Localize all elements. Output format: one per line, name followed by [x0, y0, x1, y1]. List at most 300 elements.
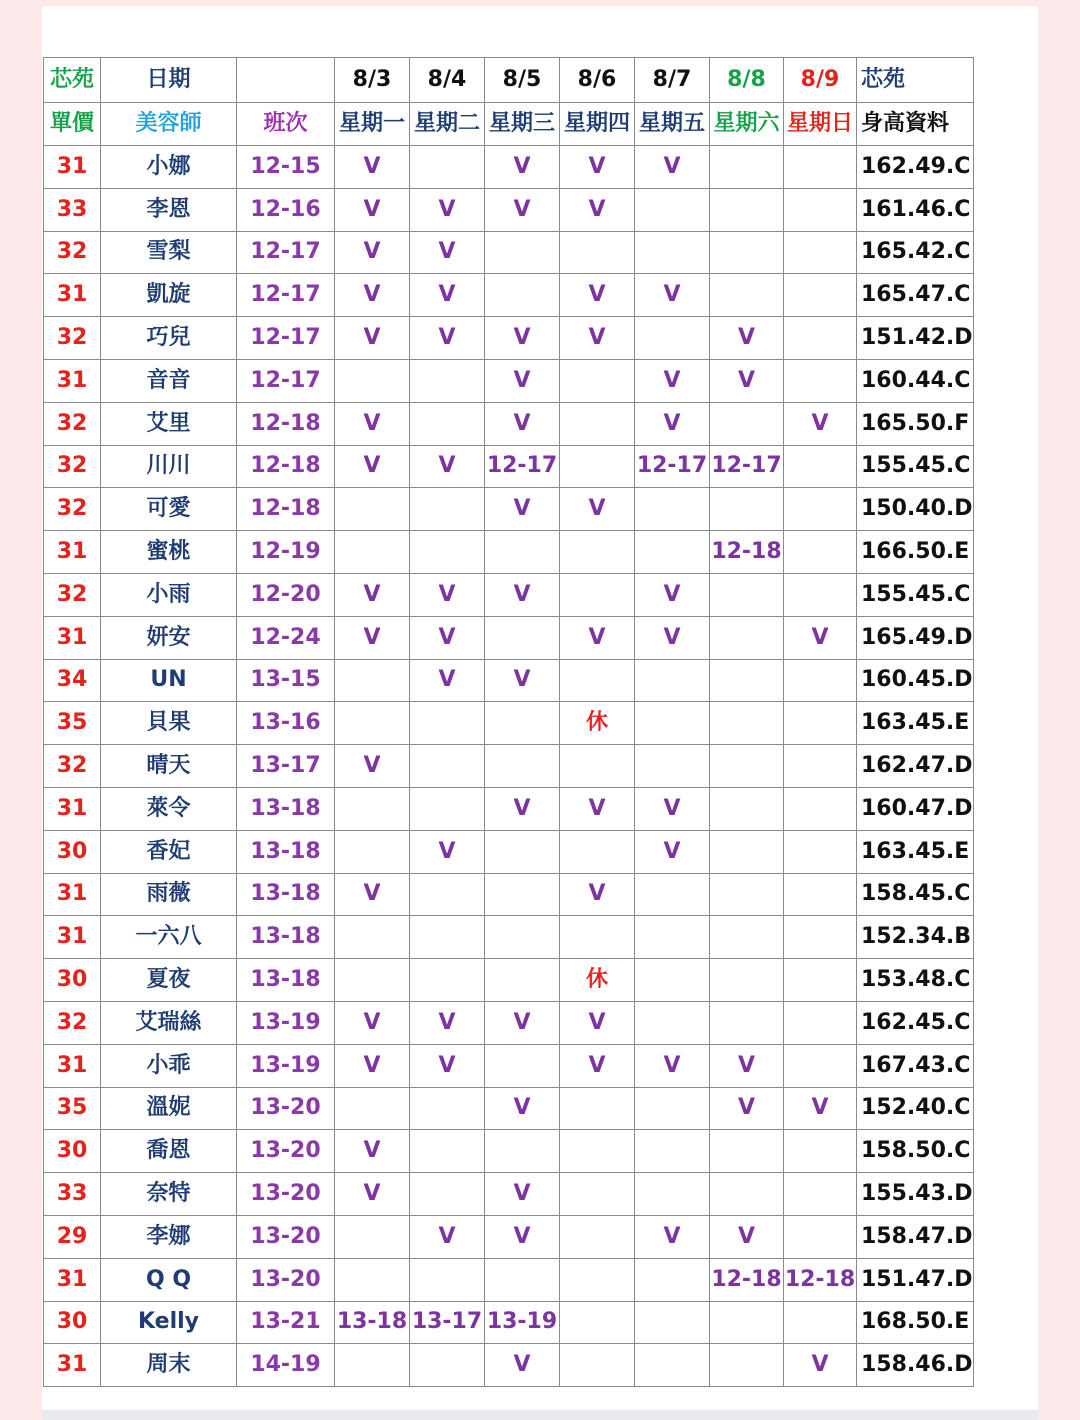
day-cell	[335, 659, 410, 702]
day-cell	[410, 1173, 485, 1216]
day-cell: V	[410, 1044, 485, 1087]
price-cell: 32	[44, 573, 101, 616]
height-cell: 158.50.C	[857, 1130, 974, 1173]
price-cell: 31	[44, 274, 101, 317]
beautician-name: 香妃	[101, 830, 237, 873]
table-row	[44, 1001, 974, 1044]
day-cell	[635, 531, 710, 574]
height-cell: 163.45.E	[857, 702, 974, 745]
day-cell: V	[635, 146, 710, 189]
day-cell	[784, 873, 857, 916]
day-cell	[784, 1001, 857, 1044]
price-cell: 31	[44, 1044, 101, 1087]
shift-cell: 12-17	[237, 359, 335, 402]
beautician-name: 川川	[101, 445, 237, 488]
price-cell: 31	[44, 873, 101, 916]
day-cell: V	[410, 1001, 485, 1044]
day-cell	[485, 1258, 560, 1301]
day-cell	[560, 659, 635, 702]
day-cell	[784, 702, 857, 745]
price-cell: 30	[44, 959, 101, 1002]
price-cell: 32	[44, 317, 101, 360]
table-row	[44, 531, 974, 574]
day-cell	[710, 402, 784, 445]
day-cell: V	[335, 274, 410, 317]
day-cell	[335, 830, 410, 873]
day-cell: V	[335, 1173, 410, 1216]
day-cell	[485, 959, 560, 1002]
day-cell	[335, 488, 410, 531]
day-cell	[784, 531, 857, 574]
beautician-name: 可愛	[101, 488, 237, 531]
table-row	[44, 146, 974, 189]
day-cell: V	[784, 1087, 857, 1130]
day-cell: V	[560, 873, 635, 916]
shift-cell: 13-17	[237, 745, 335, 788]
day-cell: V	[335, 1130, 410, 1173]
day-cell: V	[710, 317, 784, 360]
day-cell	[485, 616, 560, 659]
table-row	[44, 359, 974, 402]
weekday-header-4: 星期四	[560, 103, 635, 146]
beautician-name: 小乖	[101, 1044, 237, 1087]
brand-right: 芯苑	[857, 58, 974, 103]
day-cell	[784, 573, 857, 616]
shift-cell: 12-17	[237, 274, 335, 317]
day-cell	[635, 1258, 710, 1301]
shift-cell: 13-19	[237, 1001, 335, 1044]
day-cell	[710, 573, 784, 616]
date-header-4: 8/6	[560, 58, 635, 103]
day-cell	[635, 1130, 710, 1173]
beautician-name: 蜜桃	[101, 531, 237, 574]
day-cell	[635, 1344, 710, 1387]
day-cell	[710, 488, 784, 531]
height-cell: 151.42.D	[857, 317, 974, 360]
shift-cell: 13-20	[237, 1258, 335, 1301]
beautician-name: 雨薇	[101, 873, 237, 916]
height-cell: 155.43.D	[857, 1173, 974, 1216]
day-cell	[560, 573, 635, 616]
table-row	[44, 659, 974, 702]
table-row	[44, 959, 974, 1002]
beautician-name: 一六八	[101, 916, 237, 959]
shift-cell: 12-16	[237, 188, 335, 231]
day-cell	[784, 787, 857, 830]
day-cell: V	[560, 787, 635, 830]
price-cell: 31	[44, 916, 101, 959]
shift-cell: 13-21	[237, 1301, 335, 1344]
price-cell: 33	[44, 188, 101, 231]
height-cell: 162.47.D	[857, 745, 974, 788]
day-cell	[560, 830, 635, 873]
day-cell: V	[635, 787, 710, 830]
day-cell	[560, 1258, 635, 1301]
shift-cell: 13-18	[237, 787, 335, 830]
date-label: 日期	[101, 58, 237, 103]
day-cell: V	[410, 830, 485, 873]
price-cell: 31	[44, 616, 101, 659]
table-row	[44, 616, 974, 659]
beautician-name: 萊令	[101, 787, 237, 830]
day-cell	[410, 787, 485, 830]
day-cell	[485, 531, 560, 574]
shift-cell: 13-18	[237, 873, 335, 916]
day-cell	[784, 1215, 857, 1258]
day-cell	[635, 959, 710, 1002]
header-row-weekdays	[44, 103, 974, 146]
day-cell: V	[635, 1044, 710, 1087]
day-cell: V	[485, 1173, 560, 1216]
day-cell	[784, 745, 857, 788]
day-cell: V	[635, 274, 710, 317]
day-cell	[635, 659, 710, 702]
day-cell: V	[485, 787, 560, 830]
day-cell	[784, 445, 857, 488]
day-cell	[635, 188, 710, 231]
height-cell: 155.45.C	[857, 445, 974, 488]
day-cell	[784, 146, 857, 189]
height-cell: 158.46.D	[857, 1344, 974, 1387]
day-cell: V	[635, 830, 710, 873]
shift-cell: 13-18	[237, 916, 335, 959]
day-cell: V	[710, 1215, 784, 1258]
header-row-dates	[44, 58, 974, 103]
day-cell	[335, 959, 410, 1002]
day-cell: V	[635, 616, 710, 659]
beautician-name: 艾瑞絲	[101, 1001, 237, 1044]
beautician-name: 小娜	[101, 146, 237, 189]
day-cell: V	[410, 1215, 485, 1258]
price-cell: 32	[44, 402, 101, 445]
beautician-name: 艾里	[101, 402, 237, 445]
day-cell	[560, 1173, 635, 1216]
day-cell: V	[335, 445, 410, 488]
day-cell	[710, 231, 784, 274]
day-cell	[710, 787, 784, 830]
shift-header-blank	[237, 58, 335, 103]
day-cell	[485, 745, 560, 788]
day-cell	[784, 1044, 857, 1087]
bottom-strip	[42, 1410, 1038, 1420]
price-label: 單價	[44, 103, 101, 146]
table-row	[44, 274, 974, 317]
day-cell: V	[560, 1001, 635, 1044]
day-cell	[784, 188, 857, 231]
day-cell	[410, 146, 485, 189]
day-cell: V	[485, 1087, 560, 1130]
date-header-1: 8/3	[335, 58, 410, 103]
date-header-2: 8/4	[410, 58, 485, 103]
day-cell	[710, 616, 784, 659]
table-row	[44, 1215, 974, 1258]
day-cell: V	[635, 402, 710, 445]
day-cell: V	[335, 231, 410, 274]
beautician-name: 雪梨	[101, 231, 237, 274]
shift-cell: 13-15	[237, 659, 335, 702]
shift-cell: 14-19	[237, 1344, 335, 1387]
beautician-name: 喬恩	[101, 1130, 237, 1173]
day-cell: V	[485, 1344, 560, 1387]
day-cell	[485, 873, 560, 916]
weekday-header-2: 星期二	[410, 103, 485, 146]
shift-cell: 13-20	[237, 1173, 335, 1216]
beautician-name: 李娜	[101, 1215, 237, 1258]
day-cell	[410, 959, 485, 1002]
price-cell: 32	[44, 231, 101, 274]
day-cell	[485, 231, 560, 274]
day-cell: V	[485, 188, 560, 231]
shift-label: 班次	[237, 103, 335, 146]
day-cell	[410, 531, 485, 574]
price-cell: 35	[44, 702, 101, 745]
beautician-name: 夏夜	[101, 959, 237, 1002]
day-cell: V	[335, 1001, 410, 1044]
day-cell: V	[560, 188, 635, 231]
height-cell: 153.48.C	[857, 959, 974, 1002]
day-cell	[784, 1301, 857, 1344]
date-header-3: 8/5	[485, 58, 560, 103]
beautician-name: 貝果	[101, 702, 237, 745]
day-cell: V	[335, 573, 410, 616]
day-cell	[635, 231, 710, 274]
day-cell	[560, 231, 635, 274]
table-row	[44, 787, 974, 830]
height-cell: 160.44.C	[857, 359, 974, 402]
day-cell	[710, 146, 784, 189]
beautician-label: 美容師	[101, 103, 237, 146]
day-cell: V	[560, 488, 635, 531]
day-cell: V	[335, 188, 410, 231]
day-cell: 12-18	[784, 1258, 857, 1301]
day-cell	[335, 1087, 410, 1130]
table-row	[44, 873, 974, 916]
price-cell: 30	[44, 1301, 101, 1344]
table-row	[44, 488, 974, 531]
day-cell	[784, 274, 857, 317]
weekday-header-7: 星期日	[784, 103, 857, 146]
day-cell: V	[710, 1044, 784, 1087]
day-cell: 12-17	[710, 445, 784, 488]
day-cell: V	[485, 659, 560, 702]
table-row	[44, 402, 974, 445]
day-cell	[710, 702, 784, 745]
beautician-name: 音音	[101, 359, 237, 402]
day-cell	[560, 745, 635, 788]
day-cell	[710, 873, 784, 916]
shift-cell: 13-18	[237, 830, 335, 873]
beautician-name: Kelly	[101, 1301, 237, 1344]
height-cell: 152.40.C	[857, 1087, 974, 1130]
day-cell	[335, 531, 410, 574]
table-row	[44, 1087, 974, 1130]
table-row	[44, 916, 974, 959]
shift-cell: 12-19	[237, 531, 335, 574]
day-cell	[784, 659, 857, 702]
day-cell: V	[410, 445, 485, 488]
date-header-7: 8/9	[784, 58, 857, 103]
day-cell: V	[410, 659, 485, 702]
shift-cell: 12-18	[237, 402, 335, 445]
day-cell	[710, 1173, 784, 1216]
table-row	[44, 1344, 974, 1387]
shift-cell: 12-18	[237, 488, 335, 531]
table-row	[44, 231, 974, 274]
day-cell	[784, 359, 857, 402]
day-cell: 12-18	[710, 531, 784, 574]
day-cell: V	[335, 402, 410, 445]
date-header-6: 8/8	[710, 58, 784, 103]
day-cell: V	[635, 1215, 710, 1258]
day-cell: V	[784, 616, 857, 659]
day-cell	[560, 1130, 635, 1173]
table-row	[44, 745, 974, 788]
day-cell: V	[485, 146, 560, 189]
day-cell	[710, 659, 784, 702]
day-cell	[410, 702, 485, 745]
day-cell: V	[560, 317, 635, 360]
day-cell	[410, 873, 485, 916]
day-cell	[635, 873, 710, 916]
day-cell	[335, 787, 410, 830]
table-row	[44, 573, 974, 616]
day-cell: V	[485, 317, 560, 360]
day-cell	[560, 402, 635, 445]
day-cell	[410, 488, 485, 531]
day-cell: 13-17	[410, 1301, 485, 1344]
height-cell: 160.45.D	[857, 659, 974, 702]
height-cell: 158.45.C	[857, 873, 974, 916]
price-cell: 31	[44, 359, 101, 402]
day-cell: V	[784, 402, 857, 445]
price-cell: 32	[44, 745, 101, 788]
day-cell	[710, 188, 784, 231]
day-cell: V	[335, 616, 410, 659]
day-cell	[485, 1044, 560, 1087]
day-cell	[560, 445, 635, 488]
height-cell: 168.50.E	[857, 1301, 974, 1344]
day-cell	[410, 745, 485, 788]
day-cell	[784, 916, 857, 959]
day-cell	[635, 1173, 710, 1216]
day-cell	[710, 959, 784, 1002]
day-cell	[560, 1087, 635, 1130]
table-row	[44, 1130, 974, 1173]
weekday-header-5: 星期五	[635, 103, 710, 146]
day-cell	[560, 1301, 635, 1344]
day-cell	[335, 1215, 410, 1258]
weekday-header-3: 星期三	[485, 103, 560, 146]
day-cell: 12-17	[635, 445, 710, 488]
price-cell: 34	[44, 659, 101, 702]
table-row	[44, 1301, 974, 1344]
beautician-name: UN	[101, 659, 237, 702]
table-row	[44, 445, 974, 488]
day-cell: V	[485, 573, 560, 616]
schedule-table	[43, 57, 974, 1387]
day-cell	[410, 1087, 485, 1130]
day-cell	[410, 916, 485, 959]
height-cell: 150.40.D	[857, 488, 974, 531]
day-cell	[710, 1344, 784, 1387]
day-cell	[710, 745, 784, 788]
day-cell: V	[560, 274, 635, 317]
day-cell: 13-18	[335, 1301, 410, 1344]
day-cell	[784, 488, 857, 531]
day-cell	[635, 317, 710, 360]
day-cell: 休	[560, 702, 635, 745]
shift-cell: 12-18	[237, 445, 335, 488]
day-cell	[335, 359, 410, 402]
shift-cell: 12-20	[237, 573, 335, 616]
weekday-header-6: 星期六	[710, 103, 784, 146]
schedule-sheet	[42, 6, 1038, 1410]
shift-cell: 13-20	[237, 1215, 335, 1258]
price-cell: 30	[44, 1130, 101, 1173]
day-cell	[410, 359, 485, 402]
day-cell	[410, 402, 485, 445]
day-cell	[635, 1001, 710, 1044]
price-cell: 29	[44, 1215, 101, 1258]
day-cell	[560, 359, 635, 402]
shift-cell: 12-15	[237, 146, 335, 189]
height-cell: 152.34.B	[857, 916, 974, 959]
table-row	[44, 1173, 974, 1216]
day-cell: V	[335, 146, 410, 189]
shift-cell: 13-20	[237, 1130, 335, 1173]
day-cell	[410, 1258, 485, 1301]
day-cell	[784, 1173, 857, 1216]
day-cell	[485, 830, 560, 873]
height-cell: 163.45.E	[857, 830, 974, 873]
day-cell: V	[635, 359, 710, 402]
beautician-name: Q Q	[101, 1258, 237, 1301]
day-cell: V	[410, 573, 485, 616]
table-row	[44, 1258, 974, 1301]
price-cell: 31	[44, 531, 101, 574]
day-cell: V	[710, 359, 784, 402]
day-cell	[485, 916, 560, 959]
day-cell: V	[560, 1044, 635, 1087]
day-cell: V	[485, 402, 560, 445]
shift-cell: 13-16	[237, 702, 335, 745]
price-cell: 31	[44, 787, 101, 830]
day-cell: V	[784, 1344, 857, 1387]
day-cell: 13-19	[485, 1301, 560, 1344]
day-cell: V	[410, 616, 485, 659]
day-cell	[335, 702, 410, 745]
day-cell: V	[335, 873, 410, 916]
day-cell: V	[335, 1044, 410, 1087]
shift-cell: 13-18	[237, 959, 335, 1002]
day-cell	[710, 1301, 784, 1344]
height-cell: 166.50.E	[857, 531, 974, 574]
day-cell	[784, 830, 857, 873]
day-cell: V	[485, 359, 560, 402]
day-cell	[560, 916, 635, 959]
height-cell: 160.47.D	[857, 787, 974, 830]
day-cell	[635, 916, 710, 959]
day-cell	[784, 959, 857, 1002]
day-cell: V	[410, 274, 485, 317]
day-cell	[335, 1258, 410, 1301]
table-row	[44, 702, 974, 745]
day-cell: V	[410, 317, 485, 360]
price-cell: 35	[44, 1087, 101, 1130]
beautician-name: 奈特	[101, 1173, 237, 1216]
day-cell	[710, 830, 784, 873]
day-cell	[485, 1130, 560, 1173]
